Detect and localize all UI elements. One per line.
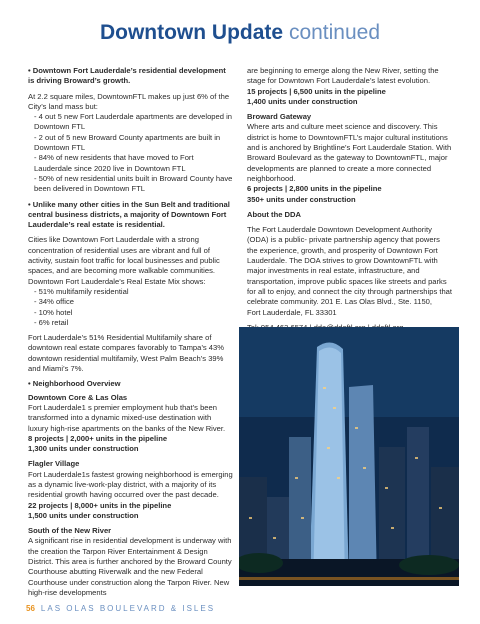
paragraph-comparison: Fort Lauderdale’s 51% Residential Multifamily share of downtown real estate compares favorably to Tampa’s 43% downtown residential multifamily, West Palm Beach’s 39% and Miami’s 7%. xyxy=(28,333,224,374)
about-title: About the DDA xyxy=(247,209,301,219)
bullet-item: - 50% of new residential units built in Broward County have been delivered in Downtown FTL xyxy=(34,173,233,194)
heading-residential-majority: • Unlike many other cities in the Sun Belt and traditional central business districts, a majority of Downtown Fort Lauderdale’s real estate is residential. xyxy=(28,199,230,230)
about-text: The Fort Lauderdale Downtown Development Authority (ODA) is a public- private partnership agency that powers the experience, growth, and prosperity of Downtown Fort Lauderdale. The DOA strives to grow DowntownFTL with major investments in real estate, infrastructure, and transportation, improve public spaces like streets and parks for all to enjoy, and connect the city through partnerships that celebrate community. 201 E. Las Olas Blvd., Ste. 1150, xyxy=(247,225,453,307)
page-number: 56 xyxy=(26,604,35,613)
neighborhood-stat: 1,400 units under construction xyxy=(247,96,358,106)
bullet-item: - 2 out of 5 new Broward County apartments are built in Downtown FTL xyxy=(34,132,221,153)
mix-item: - 51% multifamily residential xyxy=(34,286,129,296)
neighborhood-stat: 1,300 units under construction xyxy=(28,444,139,454)
neighborhood-text: Where arts and culture meet science and discovery. This district is home to DowntownFTL’s major cultural institutions and is anchored by Brightline’s Fort Lauderdale Station. With Broward Boulevard as the gateway to DowntownFTL, major developments are planned to create a more connected neighborhood. xyxy=(247,122,452,183)
neighborhood-title-south-new-river: South of the New River xyxy=(28,526,112,536)
mix-item: - 6% retail xyxy=(34,317,69,327)
heading-residential-growth: • Downtown Fort Lauderdale’s residential development is driving Broward’s growth. xyxy=(28,66,226,86)
title-continued: continued xyxy=(288,21,381,44)
neighborhood-title-broward-gateway: Broward Gateway xyxy=(247,112,312,122)
skyline-illustration xyxy=(239,327,459,586)
page-title xyxy=(0,21,480,45)
publication-name: LAS OLAS BOULEVARD & ISLES xyxy=(40,604,216,613)
title-bold: Downtown Update xyxy=(99,21,284,44)
neighborhood-text-continued: are beginning to emerge along the New River, setting the stage for Downtown Fort Lauderdale’s latest evolution. xyxy=(247,66,439,86)
paragraph-land-mass: At 2.2 square miles, DowntownFTL makes up just 6% of the City’s land mass but: xyxy=(28,91,230,111)
neighborhood-stat: 8 projects | 2,000+ units in the pipeline xyxy=(28,433,168,443)
bullet-item: - 4 out 5 new Fort Lauderdale apartments are developed in Downtown FTL xyxy=(34,112,232,132)
neighborhood-title-downtown-core: Downtown Core & Las Olas xyxy=(28,392,128,402)
mix-item: - 10% hotel xyxy=(34,307,73,317)
neighborhood-stat: 1,500 units under construction xyxy=(28,510,139,520)
heading-neighborhood-overview: • Neighborhood Overview xyxy=(28,379,121,389)
neighborhood-stat: 6 projects | 2,800 units in the pipeline xyxy=(247,184,382,194)
neighborhood-title-flagler-village: Flagler Village xyxy=(28,459,80,469)
neighborhood-stat: 350+ units under construction xyxy=(247,194,356,204)
left-column xyxy=(28,66,233,598)
skyline-photo xyxy=(239,327,459,586)
about-address: Fort Lauderdale, FL 33301 xyxy=(247,307,337,317)
mix-item: - 34% office xyxy=(34,297,74,307)
page-footer xyxy=(26,604,215,613)
neighborhood-text: A significant rise in residential development is underway with the creation the Tarpon River Entertainment & Design District. This area is further anchored by the Broward County Courthouse abutting Riverwalk and the new Federal Courthouse under construction along the Tarpon River. New high-rise developments xyxy=(28,536,232,597)
paragraph-real-estate-mix: Cities like Downtown Fort Lauderdale with a strong concentration of residential uses are vibrant and full of activity, sustain foot traffic for local businesses and public spaces, and are becoming more walkable communities. Downtown Fort Lauderdale’s Real Estate Mix shows: xyxy=(28,235,220,286)
neighborhood-stat: 15 projects | 6,500 units in the pipeline xyxy=(247,86,386,96)
neighborhood-text: Fort Lauderdale1s fastest growing neighborhood is emerging as a dynamic live-work-play district, with a majority of its residential growth having occurred over the past decade. xyxy=(28,469,233,500)
bullet-item: - 84% of new residents that have moved to Fort Lauderdale since 2020 live in Downtown FTL xyxy=(34,153,194,173)
neighborhood-text: Fort Lauderdale1 s premier employment hub that’s been transformed into a dynamic mixed-use destination with luxury high-rise apartments on the banks of the New River. xyxy=(28,402,226,433)
neighborhood-stat: 22 projects | 8,000+ units in the pipeline xyxy=(28,500,172,510)
